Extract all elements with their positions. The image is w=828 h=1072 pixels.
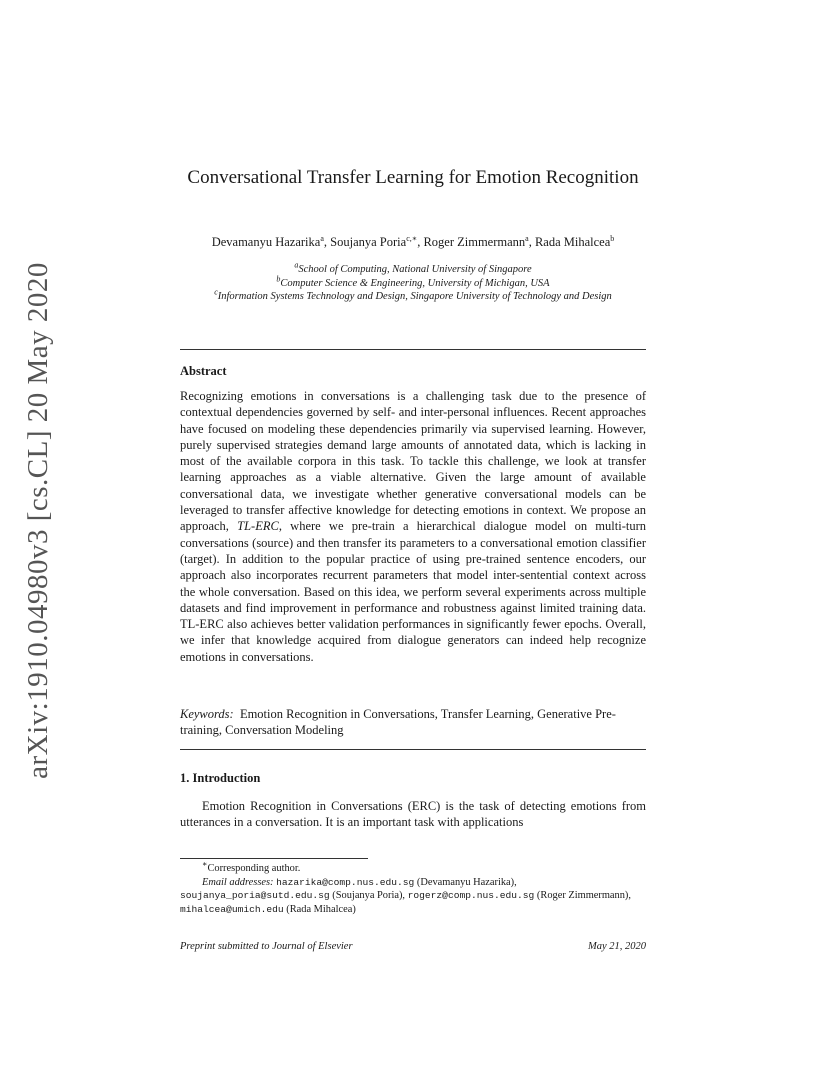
abstract-heading: Abstract — [180, 364, 227, 378]
author-name: Roger Zimmermann — [423, 235, 526, 249]
arxiv-stamp-text: arXiv:1910.04980v3 [cs.CL] 20 May 2020 — [21, 261, 54, 779]
divider — [180, 349, 646, 350]
email-link[interactable]: soujanya_poria@sutd.edu.sg — [180, 890, 330, 902]
footer-left: Preprint submitted to Journal of Elsevier — [180, 941, 353, 952]
method-name: TL-ERC — [237, 519, 279, 534]
affiliation-a: $^a$School of Computing, National University of Singapore — [294, 260, 532, 275]
author-sup: a — [320, 233, 324, 243]
keywords-label: Keywords: — [180, 707, 234, 721]
divider — [180, 749, 646, 750]
affiliation-b: $^b$Computer Science & Engineering, University of Michigan, USA — [276, 274, 550, 289]
arxiv-stamp — [14, 261, 62, 779]
affiliations — [180, 260, 646, 304]
page-footer — [180, 941, 646, 952]
author-sup: a — [525, 233, 529, 243]
footnote: ∗Corresponding author. Email addresses: hazarika@comp.nus.edu.sg (Devamanyu Hazarika), soujanya_poria@sutd.edu.sg (Soujanya Poria), rogerz@comp.nus.edu.sg (Roger Zimmermann), mihalcea@umich.edu (Rada Mihalcea) — [180, 859, 631, 915]
footer-date: May 21, 2020 — [587, 941, 646, 952]
email-link[interactable]: mihalcea@umich.edu — [180, 903, 284, 915]
affiliation-c: $^c$Information Systems Technology and Design, Singapore University of Technology and Design — [214, 287, 612, 303]
footnote-rule — [180, 858, 368, 859]
author-sup: c,∗ — [406, 233, 418, 243]
paper-title: Conversational Transfer Learning for Emotion Recognition — [187, 167, 639, 188]
email-link[interactable]: rogerz@comp.nus.edu.sg — [407, 890, 535, 902]
author-name: Soujanya Poria — [330, 235, 407, 249]
author-name: Rada Mihalcea — [534, 235, 611, 249]
introduction-text: Emotion Recognition in Conversations (ERC) is the task of detecting emotions from utterances in a conversation. It is an important task with applications — [180, 799, 646, 830]
keywords — [180, 706, 646, 739]
email-link[interactable]: hazarika@comp.nus.edu.sg — [276, 876, 415, 888]
author-sup: b — [610, 233, 615, 243]
section-heading: 1. Introduction — [180, 771, 261, 785]
author-name: Devamanyu Hazarika — [211, 235, 321, 249]
keywords-text: Emotion Recognition in Conversations, Transfer Learning, Generative Pre-training, Conversation Modeling — [180, 707, 616, 738]
author-list: Devamanyu Hazarika$^a$, Soujanya Poria$^{c,∗}$, Roger Zimmermann$^a$, Rada Mihalcea$^b$ — [211, 233, 615, 249]
abstract-text: Recognizing emotions in conversations is a challenging task due to the presence of contextual dependencies governed by self- and inter-personal influences. Recent approaches have focused on modeling these dependencies primarily via supervised learning. However, purely supervised strategies demand large amounts of annotated data, which is lacking in most of the available corpora in this task. To tackle this challenge, we look at transfer learning approaches as a viable alternative. Given the large amount of available conversational data, we investigate whether generative conversational models can be leveraged to transfer affective knowledge for detecting emotions in context. We propose an approach, TL-ERC, where we pre-train a hierarchical dialogue model on multi-turn conversations (source) and then transfer its parameters to a conversational emotion classifier (target). In addition to the popular practice of using pre-trained sentence encoders, our approach also incorporates recurrent parameters that model inter-sentential context across the whole conversation. Based on this idea, we perform several experiments across multiple datasets and find improvement in performance and robustness against limited training data. TL-ERC also achieves better validation performances in significantly fewer epochs. Overall, we infer that knowledge acquired from dialogue generators can indeed help recognize emotions in conversations. — [180, 389, 647, 664]
